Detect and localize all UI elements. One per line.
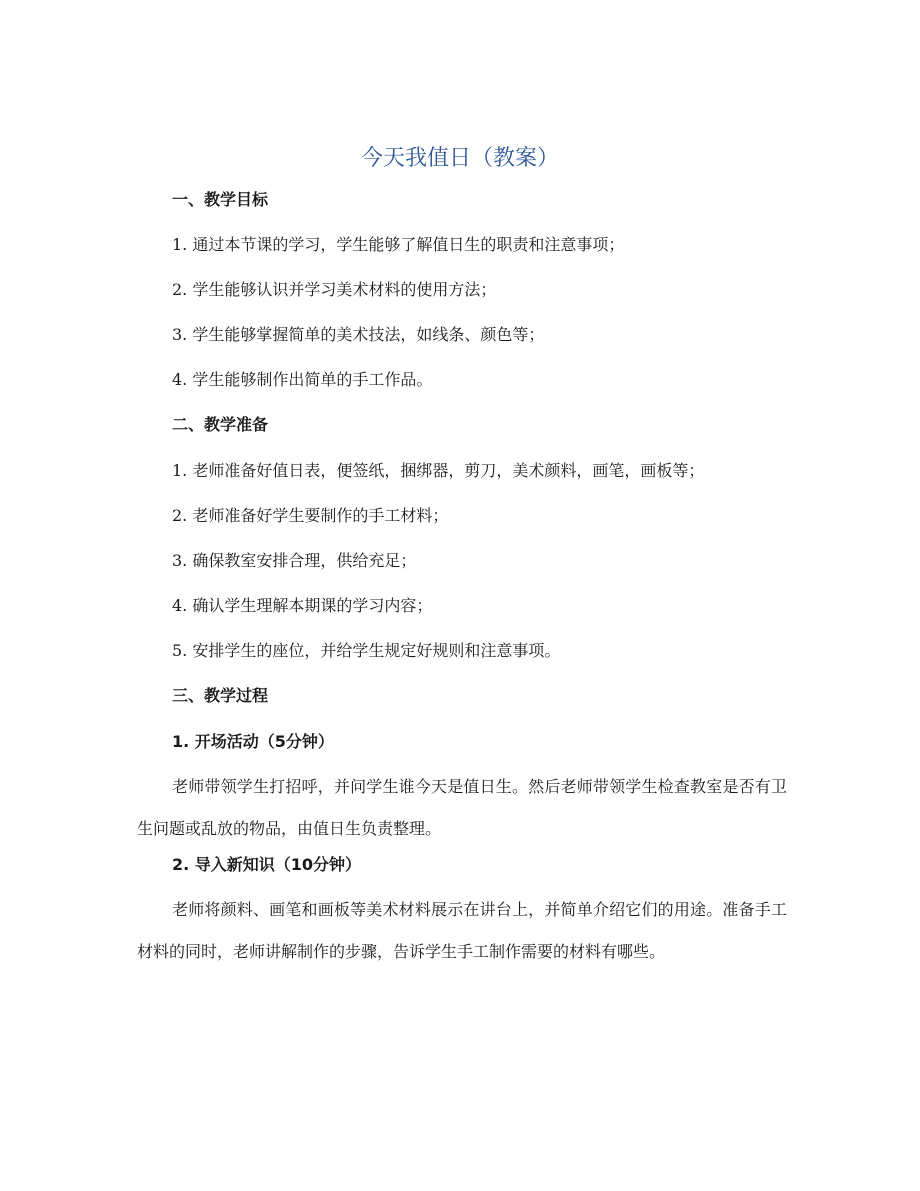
section-heading-objectives: 一、教学目标	[172, 190, 269, 209]
step-paragraph-new-knowledge: 老师将颜料、画笔和画板等美术材料展示在讲台上，并简单介绍它们的用途。准备手工材料的同时，老师讲解制作的步骤，告诉学生手工制作需要的材料有哪些。	[137, 900, 787, 961]
objective-item: 2. 学生能够认识并学习美术材料的使用方法；	[172, 280, 497, 299]
step-paragraph-opening: 老师带领学生打招呼，并问学生谁今天是值日生。然后老师带领学生检查教室是否有卫生问题或乱放的物品，由值日生负责整理。	[137, 777, 787, 838]
section-heading-process: 三、教学过程	[172, 686, 269, 705]
preparation-item: 2. 老师准备好学生要制作的手工材料；	[172, 506, 449, 525]
objective-item: 1. 通过本节课的学习，学生能够了解值日生的职责和注意事项；	[172, 235, 625, 254]
preparation-item: 1. 老师准备好值日表，便签纸，捆绑器，剪刀，美术颜料，画笔，画板等；	[172, 461, 705, 480]
step-heading-opening: 1. 开场活动（5分钟）	[172, 732, 334, 751]
preparation-item: 4. 确认学生理解本期课的学习内容；	[172, 596, 433, 615]
preparation-item: 5. 安排学生的座位，并给学生规定好规则和注意事项。	[172, 641, 561, 660]
step-heading-new-knowledge: 2. 导入新知识（10分钟）	[172, 855, 362, 874]
document-title: 今天我值日（教案）	[360, 146, 559, 171]
objective-item: 4. 学生能够制作出简单的手工作品。	[172, 370, 433, 389]
section-heading-preparation: 二、教学准备	[172, 415, 269, 434]
objective-item: 3. 学生能够掌握简单的美术技法，如线条、颜色等；	[172, 325, 545, 344]
preparation-item: 3. 确保教室安排合理，供给充足；	[172, 551, 417, 570]
